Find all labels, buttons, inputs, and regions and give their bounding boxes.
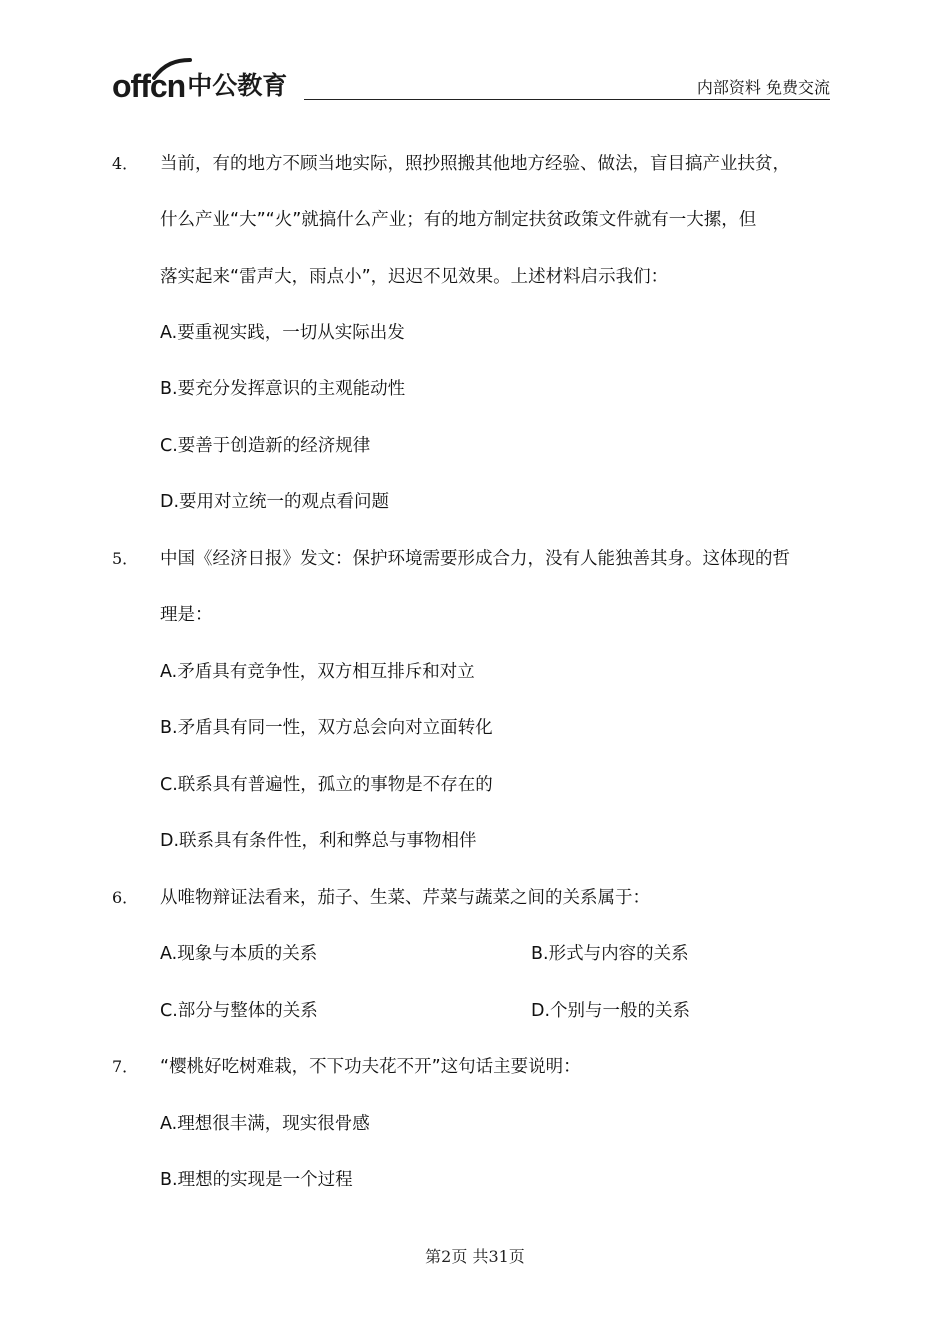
answer-option: C.联系具有普遍性，孤立的事物是不存在的 [160,775,493,795]
page-number-footer: 第2页 共31页 [425,1247,525,1266]
page-header [112,62,830,104]
question-text-line: 什么产业“大”“火”就搞什么产业；有的地方制定扶贫政策文件就有一大摞，但 [160,210,757,230]
answer-option: B.要充分发挥意识的主观能动性 [160,379,406,399]
answer-option: D.联系具有条件性，利和弊总与事物相伴 [160,831,477,851]
answer-option: B.理想的实现是一个过程 [160,1170,353,1190]
logo-swoosh-icon [152,58,192,80]
question-text-line: “樱桃好吃树难栽，不下功夫花不开”这句话主要说明： [160,1057,581,1077]
answer-option: D.个别与一般的关系 [531,1001,691,1021]
answer-option: B.形式与内容的关系 [531,944,689,964]
answer-option: D.要用对立统一的观点看问题 [160,492,390,512]
answer-option: A.现象与本质的关系 [160,944,318,964]
question-text-line: 落实起来“雷声大，雨点小”，迟迟不见效果。上述材料启示我们： [160,267,669,287]
answer-option: A.理想很丰满，现实很骨感 [160,1114,370,1134]
question-text-line: 中国《经济日报》发文：保护环境需要形成合力，没有人能独善其身。这体现的哲 [160,549,790,569]
answer-option: A.要重视实践，一切从实际出发 [160,323,405,343]
question-text-line: 理是： [160,605,213,625]
header-note: 内部资料 免费交流 [696,78,830,97]
question-text-line: 从唯物辩证法看来，茄子、生菜、芹菜与蔬菜之间的关系属于： [160,888,650,908]
answer-option: C.要善于创造新的经济规律 [160,436,371,456]
header-divider [304,99,830,100]
question-number: 6． [112,888,139,907]
offcn-logo [112,62,287,104]
question-number: 5． [112,549,139,568]
question-number: 4． [112,154,139,173]
answer-option: C.部分与整体的关系 [160,1001,318,1021]
answer-option: B.矛盾具有同一性，双方总会向对立面转化 [160,718,493,738]
logo-wordmark: offcn [112,68,186,104]
answer-option: A.矛盾具有竞争性，双方相互排斥和对立 [160,662,475,682]
question-text-line: 当前，有的地方不顾当地实际，照抄照搬其他地方经验、做法，盲目搞产业扶贫， [160,154,790,174]
question-number: 7． [112,1057,139,1076]
logo-chinese-name: 中公教育 [187,71,288,100]
